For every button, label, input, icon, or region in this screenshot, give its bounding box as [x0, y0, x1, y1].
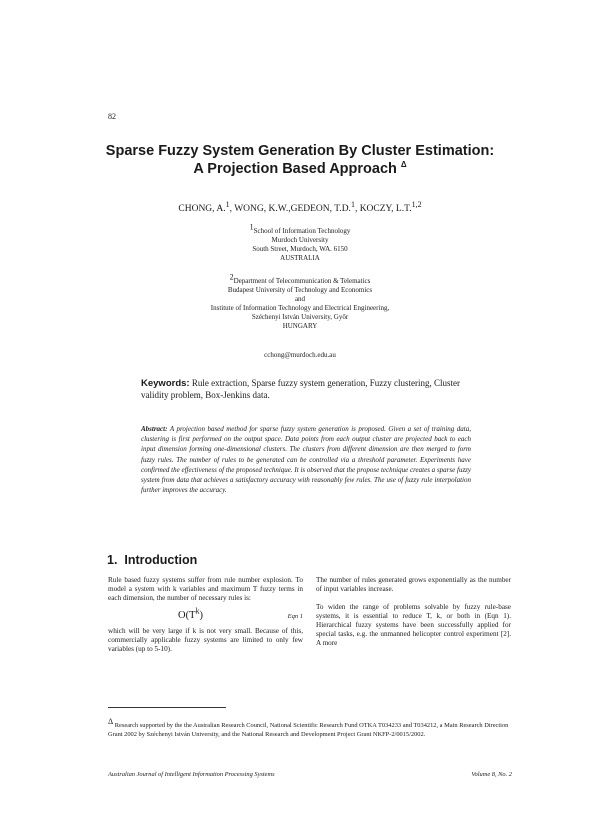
section-heading-introduction: [107, 553, 197, 567]
affiliation-2-line: HUNGARY: [282, 322, 318, 330]
journal-volume: Volume 8, No. 2: [471, 771, 512, 778]
author-wong-gedeon: , WONG, K.W.,GEDEON, T.D.: [229, 204, 351, 214]
footnote: [108, 717, 514, 739]
abstract-label: Abstract:: [141, 425, 168, 433]
affiliation-2-marker: 2: [229, 272, 234, 282]
intro-left-paragraph-1: Rule based fuzzy systems suffer from rule number explosion. To model a system with k variables and maximum T fuzzy terms in each dimension, the number of necessary rules is:: [108, 576, 303, 602]
author-koczy: , KOCZY, L.T.: [354, 204, 412, 214]
affiliation-1-line: AUSTRALIA: [280, 254, 320, 262]
affiliation-1-line: South Street, Murdoch, WA. 6150: [252, 245, 348, 253]
affiliation-2-line: Széchenyi István University, Győr: [251, 313, 349, 321]
author-gedeon-affiliation: 1: [350, 199, 355, 209]
page-number: 82: [108, 112, 116, 121]
affiliation-2-line: Institute of Information Technology and Electrical Engineering,: [210, 304, 390, 312]
equation-1: [128, 606, 303, 622]
title-footnote-marker: Δ: [400, 160, 407, 170]
affiliation-1-marker: 1: [249, 222, 254, 232]
intro-right-paragraph-2: To widen the range of problems solvable by fuzzy rule-base systems, it is essential to reduce T, k, or both in (Eqn 1). Hierarchical fuzzy systems have been successfully applied for special tasks, e.g. the unmanned helicopter control experiment [2]. A more: [316, 603, 511, 647]
paper-title-line-2-text: A Projection Based Approach: [193, 161, 397, 177]
paper-title-line-2: [60, 160, 540, 178]
equation-exponent: k: [195, 606, 200, 616]
intro-right-paragraph-1: The number of rules generated grows exponentially as the number of input variables increase.: [316, 576, 511, 593]
equation-formula: $O(T^k)$: [178, 606, 203, 621]
affiliation-2-line: 2Department of Telecommunication & Telematics: [229, 272, 371, 285]
affiliation-1-line: Murdoch University: [271, 236, 329, 244]
footnote-divider: [108, 707, 226, 708]
author-list: [80, 199, 520, 214]
keywords-text: Rule extraction, Sparse fuzzy system generation, Fuzzy clustering, Cluster validity problem, Box-Jenkins data.: [141, 378, 461, 400]
keywords-label: Keywords:: [141, 378, 190, 389]
affiliation-2: [140, 272, 460, 331]
keywords-block: [141, 378, 471, 401]
footnote-marker: Δ: [108, 717, 114, 726]
affiliation-1-line: 1School of Information Technology: [249, 222, 351, 235]
equation-label: Eqn 1: [287, 613, 303, 620]
affiliation-2-line: and: [294, 295, 306, 303]
paper-title-line-1: Sparse Fuzzy System Generation By Cluster Estimation:: [105, 143, 495, 159]
affiliation-1: [140, 222, 460, 263]
contact-email[interactable]: cchong@murdoch.edu.au: [264, 351, 336, 359]
abstract-block: [141, 424, 471, 495]
footnote-text: Research supported by the the Australian Research Council, National Scientific Research Fund OTKA T034233 and T034212, a Main Research Direction Grant 2002 by Széchenyi István University, and the National Research and Development Project Grant NKFP-2/0015/2002.: [108, 722, 509, 738]
section-title: Introduction: [124, 553, 198, 567]
journal-name: Australian Journal of Intelligent Information Processing Systems: [108, 771, 275, 778]
author-koczy-affiliation: 1,2: [411, 199, 422, 209]
author-chong: CHONG, A.: [178, 204, 226, 214]
abstract-text: A projection based method for sparse fuzzy system generation is proposed. Given a set of training data, clustering is first performed on the output space. Data points from each output cluster are projected back to each input dimension forming one-dimensional clusters. The clusters from different dimension are then merged to form fuzzy rules. The number of rules to be generated can be controlled via a threshold parameter. Experiments have confirmed the effectiveness of the proposed technique. It is observed that the propose technique creates a sparse fuzzy system from data that achieves a satisfactory accuracy with reasonably few rules. The use of fuzzy rule interpolation further improves the accuracy.: [141, 425, 471, 495]
intro-left-paragraph-2: which will be very large if k is not very small. Because of this, commercially applicable fuzzy systems are limited to only few variables (up to 5-10).: [108, 627, 303, 653]
section-number: 1.: [107, 553, 118, 567]
affiliation-2-line: Budapest University of Technology and Economics: [227, 286, 373, 294]
author-chong-affiliation: 1: [225, 199, 230, 209]
